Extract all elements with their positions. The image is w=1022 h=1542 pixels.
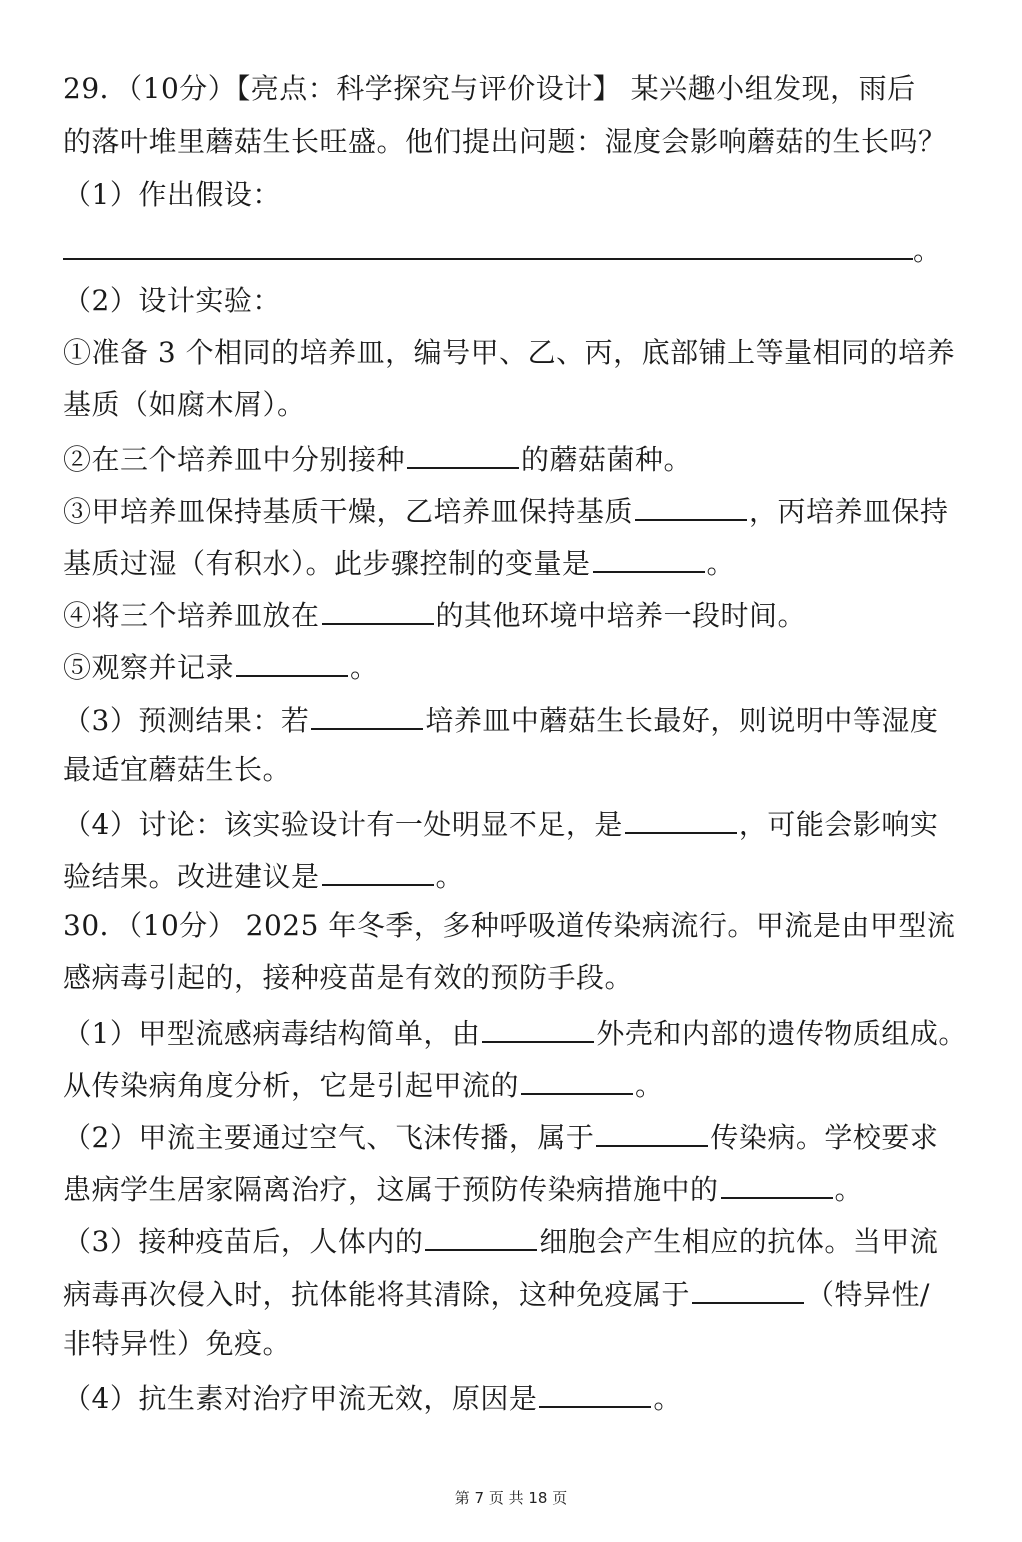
text: （4）讨论：该实验设计有一处明显不足，是 [63, 808, 623, 841]
q30-stem-line-1: 30．（10分） 2025 年冬季，多种呼吸道传染病流行。甲流是由甲型流 [63, 909, 956, 942]
q30-part3-line-1 [63, 1219, 938, 1262]
q30-part4 [63, 1376, 682, 1419]
text: 培养皿中蘑菇生长最好，则说明中等湿度 [425, 704, 939, 737]
answer-blank[interactable] [625, 802, 737, 834]
answer-blank[interactable] [322, 854, 434, 886]
text: ③甲培养皿保持基质干燥，乙培养皿保持基质 [63, 495, 634, 528]
q30-part1-line-1 [63, 1011, 967, 1054]
text: （4）抗生素对治疗甲流无效，原因是 [63, 1382, 538, 1415]
answer-blank[interactable] [236, 645, 348, 677]
text: 。 [653, 1382, 682, 1415]
q29-step4 [63, 593, 806, 636]
q29-step3-line-1 [63, 489, 949, 532]
text: 。 [635, 1069, 664, 1102]
q29-stem-line-2: 的落叶堆里蘑菇生长旺盛。他们提出问题：湿度会影响蘑菇的生长吗？ [63, 125, 947, 158]
q30-part3-line-2 [63, 1272, 930, 1315]
q29-step2 [63, 437, 692, 480]
q29-part1-label: （1）作出假设： [63, 178, 281, 211]
text: 细胞会产生相应的抗体。当甲流 [539, 1225, 939, 1258]
period: 。 [913, 234, 942, 267]
text: 。 [706, 547, 736, 580]
answer-blank[interactable] [322, 593, 434, 625]
text: 外壳和内部的遗传物质组成。 [596, 1017, 967, 1050]
q30-part2-line-1 [63, 1115, 938, 1158]
q29-part4-line-2 [63, 854, 464, 897]
answer-blank[interactable] [721, 1167, 833, 1199]
q29-step1-line-1: ①准备 3 个相同的培养皿，编号甲、乙、丙，底部铺上等量相同的培养 [63, 336, 956, 369]
text: 患病学生居家隔离治疗，这属于预防传染病措施中的 [63, 1173, 719, 1206]
q29-part3-line-1 [63, 698, 938, 741]
text: 基质过湿（有积水）。此步骤控制的变量是 [63, 547, 591, 580]
q30-part3-line-3: 非特异性）免疫。 [63, 1327, 292, 1360]
text: 。 [435, 860, 465, 893]
text: 的蘑菇菌种。 [521, 443, 693, 476]
text: 。 [350, 651, 379, 684]
text: ，丙培养皿保持 [749, 495, 949, 528]
answer-blank[interactable] [425, 1219, 537, 1251]
text: ④将三个培养皿放在 [63, 599, 320, 632]
q30-part1-line-2 [63, 1063, 664, 1106]
q30-part2-line-2 [63, 1167, 863, 1210]
text: ，可能会影响实 [738, 808, 939, 841]
hypothesis-blank[interactable] [63, 228, 913, 260]
q30-stem-line-2: 感病毒引起的，接种疫苗是有效的预防手段。 [63, 961, 634, 994]
q29-hypothesis-line [63, 228, 942, 271]
page-number-footer: 第 7 页 共 18 页 [454, 1489, 568, 1507]
text: 验结果。改进建议是 [63, 860, 320, 893]
text: （3）预测结果：若 [63, 704, 310, 737]
answer-blank[interactable] [482, 1011, 594, 1043]
text: ⑤观察并记录 [63, 651, 235, 684]
text: 病毒再次侵入时，抗体能将其清除，这种免疫属于 [63, 1278, 691, 1311]
q29-step5 [63, 645, 379, 688]
text: （1）甲型流感病毒结构简单，由 [63, 1017, 481, 1050]
answer-blank[interactable] [407, 437, 519, 469]
answer-blank[interactable] [596, 1115, 708, 1147]
answer-blank[interactable] [692, 1272, 804, 1304]
q29-part3-line-2: 最适宜蘑菇生长。 [63, 753, 292, 786]
text: ②在三个培养皿中分别接种 [63, 443, 406, 476]
q29-part4-line-1 [63, 802, 938, 845]
q29-step1-line-2: 基质（如腐木屑）。 [63, 388, 306, 421]
text: 传染病。学校要求 [710, 1121, 939, 1154]
text: （2）甲流主要通过空气、飞沫传播，属于 [63, 1121, 595, 1154]
q29-part2-label: （2）设计实验： [63, 284, 281, 317]
q29-step3-line-2 [63, 541, 735, 584]
answer-blank[interactable] [539, 1376, 651, 1408]
answer-blank[interactable] [593, 541, 705, 573]
text: 的其他环境中培养一段时间。 [435, 599, 807, 632]
text: 从传染病角度分析，它是引起甲流的 [63, 1069, 520, 1102]
answer-blank[interactable] [311, 698, 423, 730]
answer-blank[interactable] [635, 489, 747, 521]
text: （3）接种疫苗后，人体内的 [63, 1225, 424, 1258]
text: 。 [834, 1173, 864, 1206]
text: （特异性/ [806, 1278, 930, 1311]
q29-stem-line-1: 29．（10分）【亮点：科学探究与评价设计】 某兴趣小组发现，雨后 [63, 72, 916, 105]
answer-blank[interactable] [521, 1063, 633, 1095]
